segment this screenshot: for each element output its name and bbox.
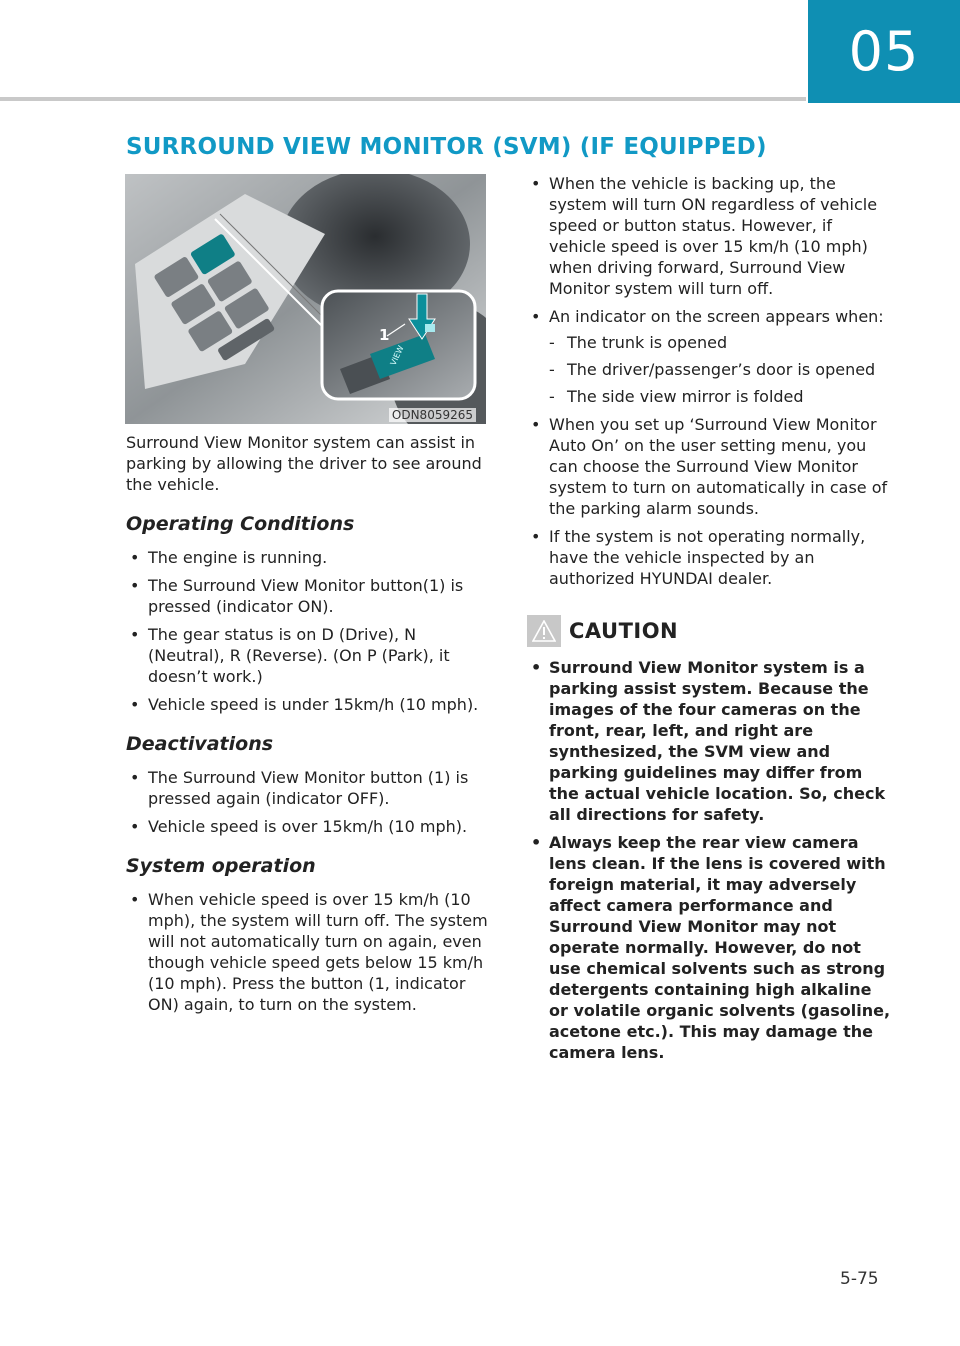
right-column (527, 173, 892, 1070)
figure-code: ODN8059265 (389, 408, 476, 422)
sub-list-item: - The driver/passenger’s door is opened (549, 359, 892, 380)
operating-conditions-heading: Operating Conditions (126, 513, 355, 535)
view-button-label: VIEW (388, 344, 406, 367)
caution-list (527, 657, 892, 1063)
sub-list-item: - The side view mirror is folded (549, 386, 892, 407)
system-operation-heading: System operation (126, 855, 316, 877)
left-column (126, 432, 490, 1022)
indicator-sublist (549, 332, 892, 407)
svm-button-illustration (125, 174, 486, 424)
deactivations-heading: Deactivations (126, 733, 274, 755)
sub-list-item: - The trunk is opened (549, 332, 892, 353)
list-item: • When the vehicle is backing up, the system will turn ON regardless of vehicle speed or button status. However, if vehicle speed is over 15 km/h (10 mph) when driving forward, Surround View Monitor system will turn off. (527, 173, 892, 299)
list-item: • If the system is not operating normally, have the vehicle inspected by an authorized HYUNDAI dealer. (527, 526, 892, 589)
list-item: • Vehicle speed is over 15km/h (10 mph). (126, 816, 490, 837)
warning-triangle-icon (527, 615, 561, 647)
list-item: • When vehicle speed is over 15 km/h (10 mph), the system will turn off. The system will not automatically turn on again, even though vehicle speed gets below 15 km/h (10 mph). Press the button (1, indicator ON) again, to turn on the system. (126, 889, 490, 1015)
console-illustration (125, 174, 486, 424)
system-operation-list (126, 889, 490, 1015)
list-item: • The Surround View Monitor button (1) is pressed again (indicator OFF). (126, 767, 490, 809)
right-bullet-list (527, 173, 892, 589)
caution-title: CAUTION (569, 619, 679, 643)
list-item (527, 306, 892, 407)
indicator-intro: An indicator on the screen appears when: (549, 307, 884, 326)
list-item: • The gear status is on D (Drive), N (Neutral), R (Reverse). (On P (Park), it doesn’t work.) (126, 624, 490, 687)
list-item: • Vehicle speed is under 15km/h (10 mph). (126, 694, 490, 715)
list-item: • The engine is running. (126, 547, 490, 568)
chapter-tab: 05 (808, 0, 960, 103)
caution-header (527, 615, 892, 647)
callout-number: 1 (379, 326, 390, 344)
intro-text: Surround View Monitor system can assist in parking by allowing the driver to see around the vehicle. (126, 433, 482, 494)
caution-item: • Always keep the rear view camera lens clean. If the lens is covered with foreign material, it may adversely affect camera performance and Surround View Monitor may not operate normally. However, do not use chemical solvents such as strong detergents containing high alkaline or volatile organic solvents (gasoline, acetone etc.). This may damage the camera lens. (527, 832, 892, 1063)
header-rule (0, 97, 806, 101)
deactivations-list (126, 767, 490, 837)
list-item: • The Surround View Monitor button(1) is pressed (indicator ON). (126, 575, 490, 617)
section-title: SURROUND VIEW MONITOR (SVM) (IF EQUIPPED) (126, 134, 767, 160)
page-number: 5-75 (840, 1269, 879, 1289)
operating-conditions-list (126, 547, 490, 715)
list-item: • When you set up ‘Surround View Monitor Auto On’ on the user setting menu, you can choose the Surround View Monitor system to turn on automatically in case of the parking alarm sounds. (527, 414, 892, 519)
caution-item: • Surround View Monitor system is a parking assist system. Because the images of the four cameras on the front, rear, left, and right are synthesized, the SVM view and parking guidelines may differ from the actual vehicle location. So, check all directions for safety. (527, 657, 892, 825)
